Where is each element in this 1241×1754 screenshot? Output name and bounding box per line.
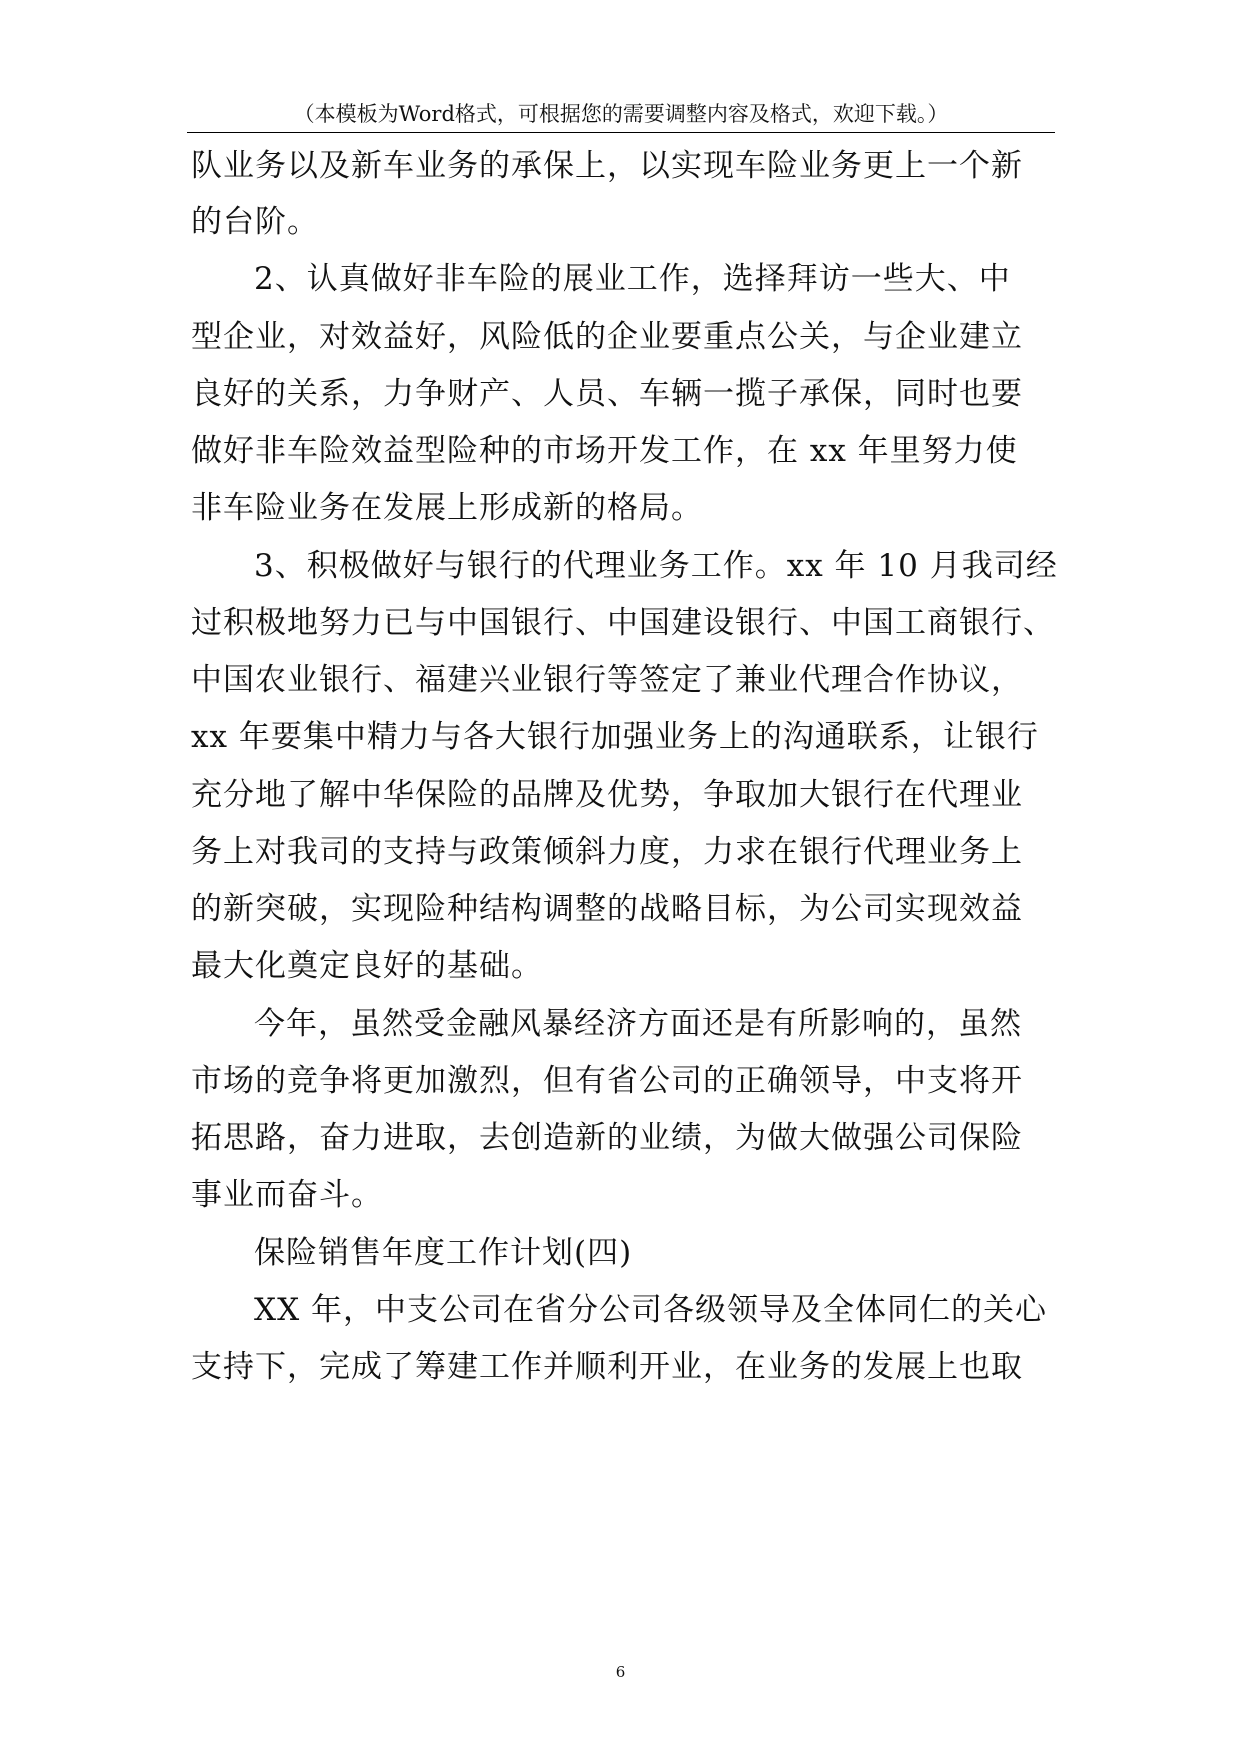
body-line: 良好的关系，力争财产、人员、车辆一揽子承保，同时也要	[191, 376, 1023, 412]
template-header-note: （本模板为Word格式，可根据您的需要调整内容及格式，欢迎下载。）	[293, 102, 949, 126]
body-line: 拓思路，奋力进取，去创造新的业绩，为做大做强公司保险	[191, 1120, 1023, 1156]
page-number: 6	[615, 1663, 626, 1681]
body-line: 市场的竞争将更加激烈，但有省公司的正确领导，中支将开	[191, 1063, 1023, 1099]
paragraph-2-start: 2、认真做好非车险的展业工作，选择拜访一些大、中	[254, 261, 1011, 297]
body-line: 支持下，完成了筹建工作并顺利开业，在业务的发展上也取	[191, 1349, 1023, 1385]
body-line: 过积极地努力已与中国银行、中国建设银行、中国工商银行、	[191, 605, 1055, 641]
body-line: 的新突破，实现险种结构调整的战略目标，为公司实现效益	[191, 891, 1023, 927]
body-line: 队业务以及新车业务的承保上，以实现车险业务更上一个新	[191, 148, 1023, 184]
section-heading: 保险销售年度工作计划(四)	[254, 1235, 633, 1271]
body-line: xx 年要集中精力与各大银行加强业务上的沟通联系，让银行	[191, 719, 1039, 755]
paragraph-4-start: 今年，虽然受金融风暴经济方面还是有所影响的，虽然	[254, 1006, 1022, 1042]
body-line: 充分地了解中华保险的品牌及优势，争取加大银行在代理业	[191, 777, 1023, 813]
header-divider	[187, 132, 1055, 133]
body-line: 的台阶。	[191, 204, 319, 240]
body-line: 务上对我司的支持与政策倾斜力度，力求在银行代理业务上	[191, 834, 1023, 870]
body-line: 型企业，对效益好，风险低的企业要重点公关，与企业建立	[191, 319, 1023, 355]
body-line: 事业而奋斗。	[191, 1177, 383, 1213]
body-line: 中国农业银行、福建兴业银行等签定了兼业代理合作协议，	[191, 662, 1023, 698]
body-line: 最大化奠定良好的基础。	[191, 948, 543, 984]
body-line: 非车险业务在发展上形成新的格局。	[191, 490, 703, 526]
paragraph-3-start: 3、积极做好与银行的代理业务工作。xx 年 10 月我司经	[254, 548, 1058, 584]
paragraph-5-start: XX 年，中支公司在省分公司各级领导及全体同仁的关心	[254, 1292, 1047, 1328]
body-line: 做好非车险效益型险种的市场开发工作，在 xx 年里努力使	[191, 433, 1018, 469]
